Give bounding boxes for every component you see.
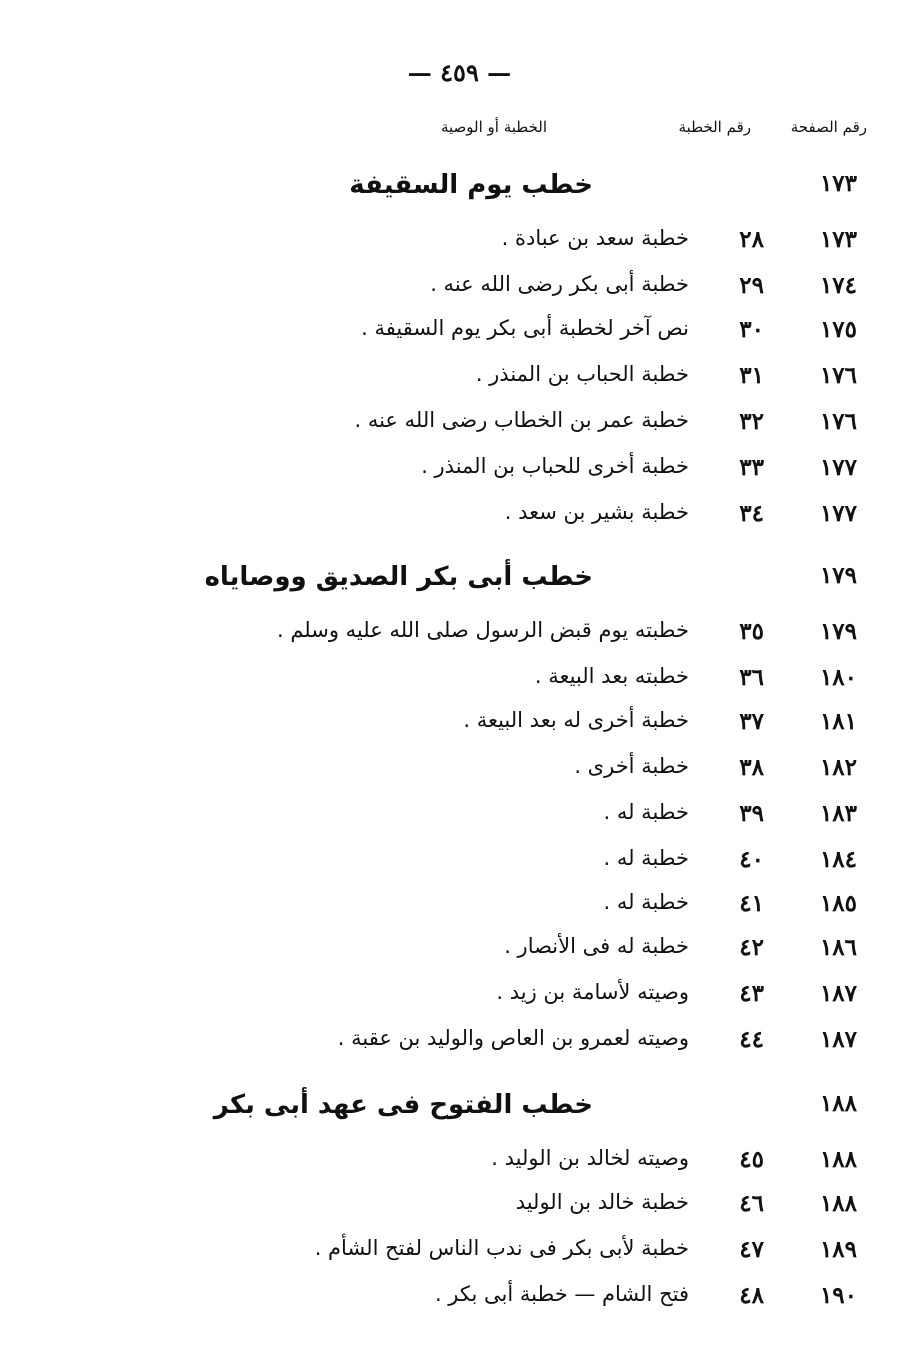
speech-number-cell: ٢٩ bbox=[739, 272, 764, 299]
speech-number-cell: ٣٢ bbox=[739, 408, 764, 435]
speech-title-cell: خطبة أخرى . bbox=[574, 754, 689, 778]
speech-title-cell: خطبة له . bbox=[603, 800, 689, 824]
page-number-cell: ١٨٣ bbox=[819, 800, 857, 827]
table-row bbox=[0, 272, 919, 312]
column-header-page: رقم الصفحة bbox=[790, 118, 867, 136]
speech-title-cell: خطبة سعد بن عبادة . bbox=[501, 226, 689, 250]
speech-title-cell: خطبة الحباب بن المنذر . bbox=[475, 362, 689, 386]
page-number-cell: ١٨١ bbox=[819, 708, 857, 735]
speech-title-cell: خطبة له فى الأنصار . bbox=[504, 934, 689, 958]
table-row bbox=[0, 316, 919, 356]
speech-number-cell: ٤٥ bbox=[739, 1146, 764, 1173]
speech-number-cell: ٤٨ bbox=[739, 1282, 764, 1309]
page-number-cell: ١٧٧ bbox=[819, 500, 857, 527]
speech-title-cell: وصيته لأسامة بن زيد . bbox=[496, 980, 689, 1004]
table-row bbox=[0, 226, 919, 266]
speech-title-cell: خطبة لأبى بكر فى ندب الناس لفتح الشأم . bbox=[314, 1236, 689, 1260]
speech-title-cell: وصيته لخالد بن الوليد . bbox=[491, 1146, 689, 1170]
speech-number-cell: ٣٠ bbox=[739, 316, 764, 343]
table-row bbox=[0, 618, 919, 658]
page-number-cell: ١٨٢ bbox=[819, 754, 857, 781]
speech-number-cell: ٣٥ bbox=[739, 618, 764, 645]
speech-number-cell: ٣٨ bbox=[739, 754, 764, 781]
page-number-cell: ١٧٦ bbox=[819, 408, 857, 435]
section-heading-row bbox=[0, 170, 919, 210]
page-number-cell: ١٧٧ bbox=[819, 454, 857, 481]
speech-number-cell: ٤٤ bbox=[739, 1026, 764, 1053]
speech-title-cell: خطبة له . bbox=[603, 890, 689, 914]
table-row bbox=[0, 1190, 919, 1230]
speech-number-cell: ٤٠ bbox=[739, 846, 764, 873]
speech-number-cell: ٣٤ bbox=[739, 500, 764, 527]
speech-number-cell: ٣١ bbox=[739, 362, 764, 389]
speech-title-cell: خطبة بشير بن سعد . bbox=[504, 500, 689, 524]
table-row bbox=[0, 454, 919, 494]
page-number-cell: ١٧٦ bbox=[819, 362, 857, 389]
speech-title-cell: خطبة أخرى للحباب بن المنذر . bbox=[421, 454, 689, 478]
table-row bbox=[0, 408, 919, 448]
page-number-cell: ١٧٩ bbox=[819, 562, 857, 589]
speech-title-cell: خطبة عمر بن الخطاب رضى الله عنه . bbox=[354, 408, 689, 432]
page-number-cell: ١٨٨ bbox=[819, 1090, 857, 1117]
table-row bbox=[0, 664, 919, 704]
table-row bbox=[0, 1282, 919, 1322]
speech-title-cell: فتح الشام — خطبة أبى بكر . bbox=[434, 1282, 689, 1306]
table-row bbox=[0, 1236, 919, 1276]
table-row bbox=[0, 500, 919, 540]
table-row bbox=[0, 362, 919, 402]
page-number-cell: ١٧٥ bbox=[819, 316, 857, 343]
page-number-cell: ١٨٩ bbox=[819, 1236, 857, 1263]
speech-title-cell: خطبته بعد البيعة . bbox=[534, 664, 689, 688]
page-number-cell: ١٩٠ bbox=[819, 1282, 857, 1309]
page-number: — ٤٥٩ — bbox=[407, 58, 512, 87]
speech-title-cell: خطبة له . bbox=[603, 846, 689, 870]
section-title: خطب الفتوح فى عهد أبى بكر bbox=[213, 1090, 593, 1120]
section-heading-row bbox=[0, 1090, 919, 1130]
table-row bbox=[0, 708, 919, 748]
page-number-cell: ١٨٧ bbox=[819, 1026, 857, 1053]
page-number-cell: ١٨٤ bbox=[819, 846, 857, 873]
section-title: خطب يوم السقيفة bbox=[349, 170, 593, 200]
speech-number-cell: ٣٣ bbox=[739, 454, 764, 481]
page-number-cell: ١٨٠ bbox=[819, 664, 857, 691]
page-number-cell: ١٨٨ bbox=[819, 1146, 857, 1173]
speech-title-cell: خطبة أبى بكر رضى الله عنه . bbox=[430, 272, 689, 296]
speech-title-cell: خطبة خالد بن الوليد bbox=[515, 1190, 689, 1214]
speech-number-cell: ٤٧ bbox=[739, 1236, 764, 1263]
section-heading-row bbox=[0, 562, 919, 602]
speech-title-cell: نص آخر لخطبة أبى بكر يوم السقيفة . bbox=[361, 316, 689, 340]
page-number-cell: ١٨٨ bbox=[819, 1190, 857, 1217]
page-number-cell: ١٨٥ bbox=[819, 890, 857, 917]
table-row bbox=[0, 800, 919, 840]
page-number-cell: ١٧٤ bbox=[819, 272, 857, 299]
speech-title-cell: خطبته يوم قبض الرسول صلى الله عليه وسلم . bbox=[276, 618, 689, 642]
speech-title-cell: خطبة أخرى له بعد البيعة . bbox=[463, 708, 689, 732]
speech-number-cell: ٤٣ bbox=[739, 980, 764, 1007]
table-row bbox=[0, 980, 919, 1020]
page-number-cell: ١٧٣ bbox=[819, 170, 857, 197]
column-header-number: رقم الخطبة bbox=[678, 118, 751, 136]
speech-number-cell: ٤٦ bbox=[739, 1190, 764, 1217]
speech-number-cell: ٣٩ bbox=[739, 800, 764, 827]
speech-title-cell: وصيته لعمرو بن العاص والوليد بن عقبة . bbox=[337, 1026, 689, 1050]
table-row bbox=[0, 890, 919, 930]
table-row bbox=[0, 934, 919, 974]
page-number-cell: ١٨٦ bbox=[819, 934, 857, 961]
table-row bbox=[0, 1146, 919, 1186]
page-number-cell: ١٨٧ bbox=[819, 980, 857, 1007]
table-row bbox=[0, 846, 919, 886]
section-title: خطب أبى بكر الصديق ووصاياه bbox=[204, 562, 593, 592]
speech-number-cell: ٤١ bbox=[739, 890, 764, 917]
page-number-cell: ١٧٣ bbox=[819, 226, 857, 253]
speech-number-cell: ٢٨ bbox=[739, 226, 764, 253]
speech-number-cell: ٤٢ bbox=[739, 934, 764, 961]
table-row bbox=[0, 1026, 919, 1066]
column-header-title: الخطبة أو الوصية bbox=[440, 118, 547, 136]
speech-number-cell: ٣٧ bbox=[739, 708, 764, 735]
page-number-cell: ١٧٩ bbox=[819, 618, 857, 645]
table-row bbox=[0, 754, 919, 794]
speech-number-cell: ٣٦ bbox=[739, 664, 764, 691]
